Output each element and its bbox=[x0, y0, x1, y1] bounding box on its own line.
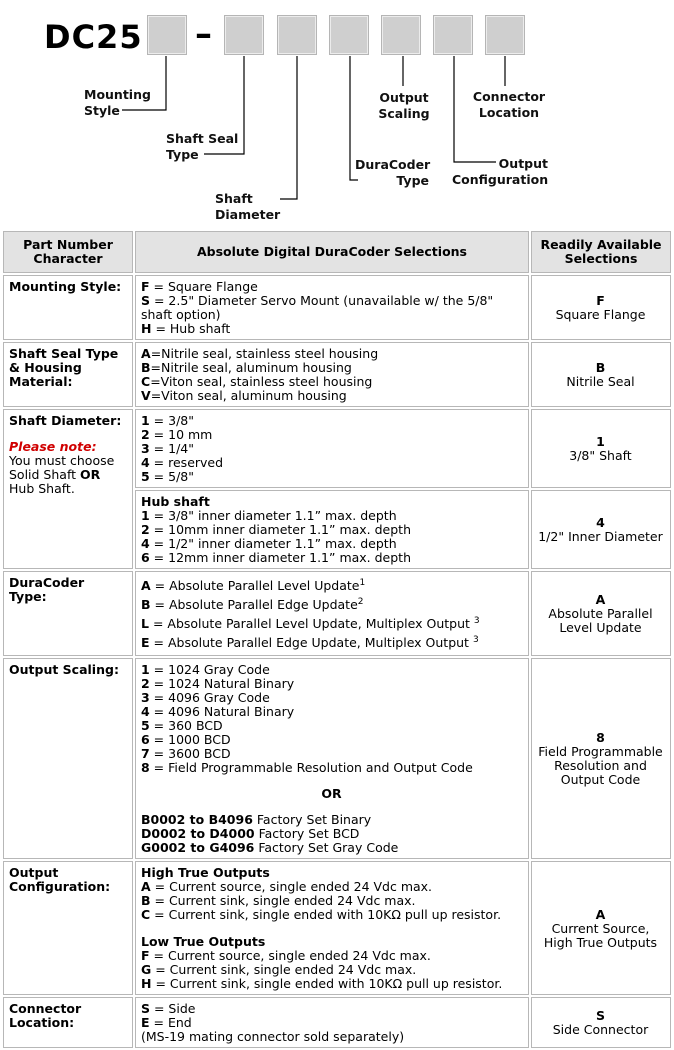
shaft-diameter-label: Shaft Diameter bbox=[215, 191, 281, 222]
scaling-options: 1 = 1024 Gray Code 2 = 1024 Natural Binary 3 = 4096 Gray Code 4 = 4096 Natural Binary 5 = 360 BCD 6 = 1000 BCD 7 = 3600 BCD 8 = Field Programmable Resolution and Output Code OR B0002 to B4096 Factory Set Binary D0002 to D4000 Factory Set BCD G0002 to G4096 Factory Set Gray Code bbox=[135, 658, 529, 859]
duracoder-options: A = Absolute Parallel Level Update$^1$ B = Absolute Parallel Edge Update$^2$ L = Absolute Parallel Level Update, Multiplex Output $^3$ E = Absolute Parallel Edge Update, Multiplex Output $^3$ bbox=[135, 571, 529, 656]
output-configuration-label: Output Configuration bbox=[452, 156, 549, 187]
config-options: High True Outputs A = Current source, single ended 24 Vdc max. B = Current sink, single ended 24 Vdc max. C = Current sink, single ended with 10KΩ pull up resistor. Low True Outputs F = Current source, single ended 24 Vdc max. G = Current sink, single ended 24 Vdc max. H = Current sink, single ended with 10KΩ pull up resistor. bbox=[135, 861, 529, 995]
seal-ready: B Nitrile Seal bbox=[531, 342, 671, 407]
row-label: DuraCoder Type: bbox=[3, 571, 133, 656]
scaling-ready: 8 Field Programmable Resolution and Output Code bbox=[531, 658, 671, 859]
row-label: Output Configuration: bbox=[3, 861, 133, 995]
table-row-duracoder bbox=[3, 571, 671, 656]
part-number-dash: – bbox=[195, 14, 212, 54]
hub-shaft-options: Hub shaft 1 = 3/8" inner diameter 1.1” max. depth 2 = 10mm inner diameter 1.1” max. depth 4 = 1/2" inner diameter 1.1” max. depth 6 = 12mm inner diameter 1.1” max. depth bbox=[135, 490, 529, 569]
mounting-ready: F Square Flange bbox=[531, 275, 671, 340]
row-label: Shaft Diameter: bbox=[9, 413, 122, 428]
connector-ready: S Side Connector bbox=[531, 997, 671, 1048]
connector-note: (MS-19 mating connector sold separately) bbox=[141, 1029, 405, 1044]
shaft-diameter-callout-line bbox=[280, 56, 297, 199]
please-note-label: Please note: bbox=[9, 439, 97, 454]
seal-options: A=Nitrile seal, stainless steel housing B=Nitrile seal, aluminum housing C=Viton seal, stainless steel housing V=Viton seal, aluminum housing bbox=[135, 342, 529, 407]
solid-shaft-ready: 1 3/8" Shaft bbox=[531, 409, 671, 488]
part-number-diagram bbox=[0, 0, 674, 228]
header-ready: Readily Available Selections bbox=[531, 231, 671, 273]
mounting-style-label: Mounting Style bbox=[84, 87, 151, 118]
shaft-seal-type-label: Shaft Seal Type bbox=[166, 131, 239, 162]
shaft-label-cell: Shaft Diameter: Please note: You must choose Solid Shaft OR Hub Shaft. bbox=[3, 409, 133, 569]
solid-shaft-options: 1 = 3/8" 2 = 10 mm 3 = 1/4" 4 = reserved 5 = 5/8" bbox=[135, 409, 529, 488]
config-ready: A Current Source, High True Outputs bbox=[531, 861, 671, 995]
selections-table bbox=[1, 229, 673, 1050]
duracoder-ready: A Absolute Parallel Level Update bbox=[531, 571, 671, 656]
row-label: Output Scaling: bbox=[3, 658, 133, 859]
table-row-mounting bbox=[3, 275, 671, 340]
table-row-seal bbox=[3, 342, 671, 407]
table-row-scaling bbox=[3, 658, 671, 859]
hub-shaft-ready: 4 1/2" Inner Diameter bbox=[531, 490, 671, 569]
or-separator: OR bbox=[321, 786, 342, 801]
row-label: Shaft Seal Type & Housing Material: bbox=[3, 342, 133, 407]
connector-location-label: Connector Location bbox=[472, 89, 546, 120]
header-part-number: Part Number Character bbox=[3, 231, 133, 273]
row-label: Mounting Style: bbox=[3, 275, 133, 340]
row-label: Connector Location: bbox=[3, 997, 133, 1048]
duracoder-type-label: DuraCoder Type bbox=[355, 157, 431, 188]
table-row-config bbox=[3, 861, 671, 995]
part-number-prefix: DC25 bbox=[44, 18, 143, 56]
output-scaling-label: Output Scaling bbox=[378, 90, 430, 121]
table-header-row bbox=[3, 231, 671, 273]
header-selections: Absolute Digital DuraCoder Selections bbox=[135, 231, 529, 273]
mounting-options: F = Square Flange S = 2.5" Diameter Servo Mount (unavailable w/ the 5/8" shaft option) H = Hub shaft bbox=[135, 275, 529, 340]
connector-options: S = Side E = End (MS-19 mating connector sold separately) bbox=[135, 997, 529, 1048]
table-row-shaft-solid bbox=[3, 409, 671, 488]
table-row-connector bbox=[3, 997, 671, 1048]
